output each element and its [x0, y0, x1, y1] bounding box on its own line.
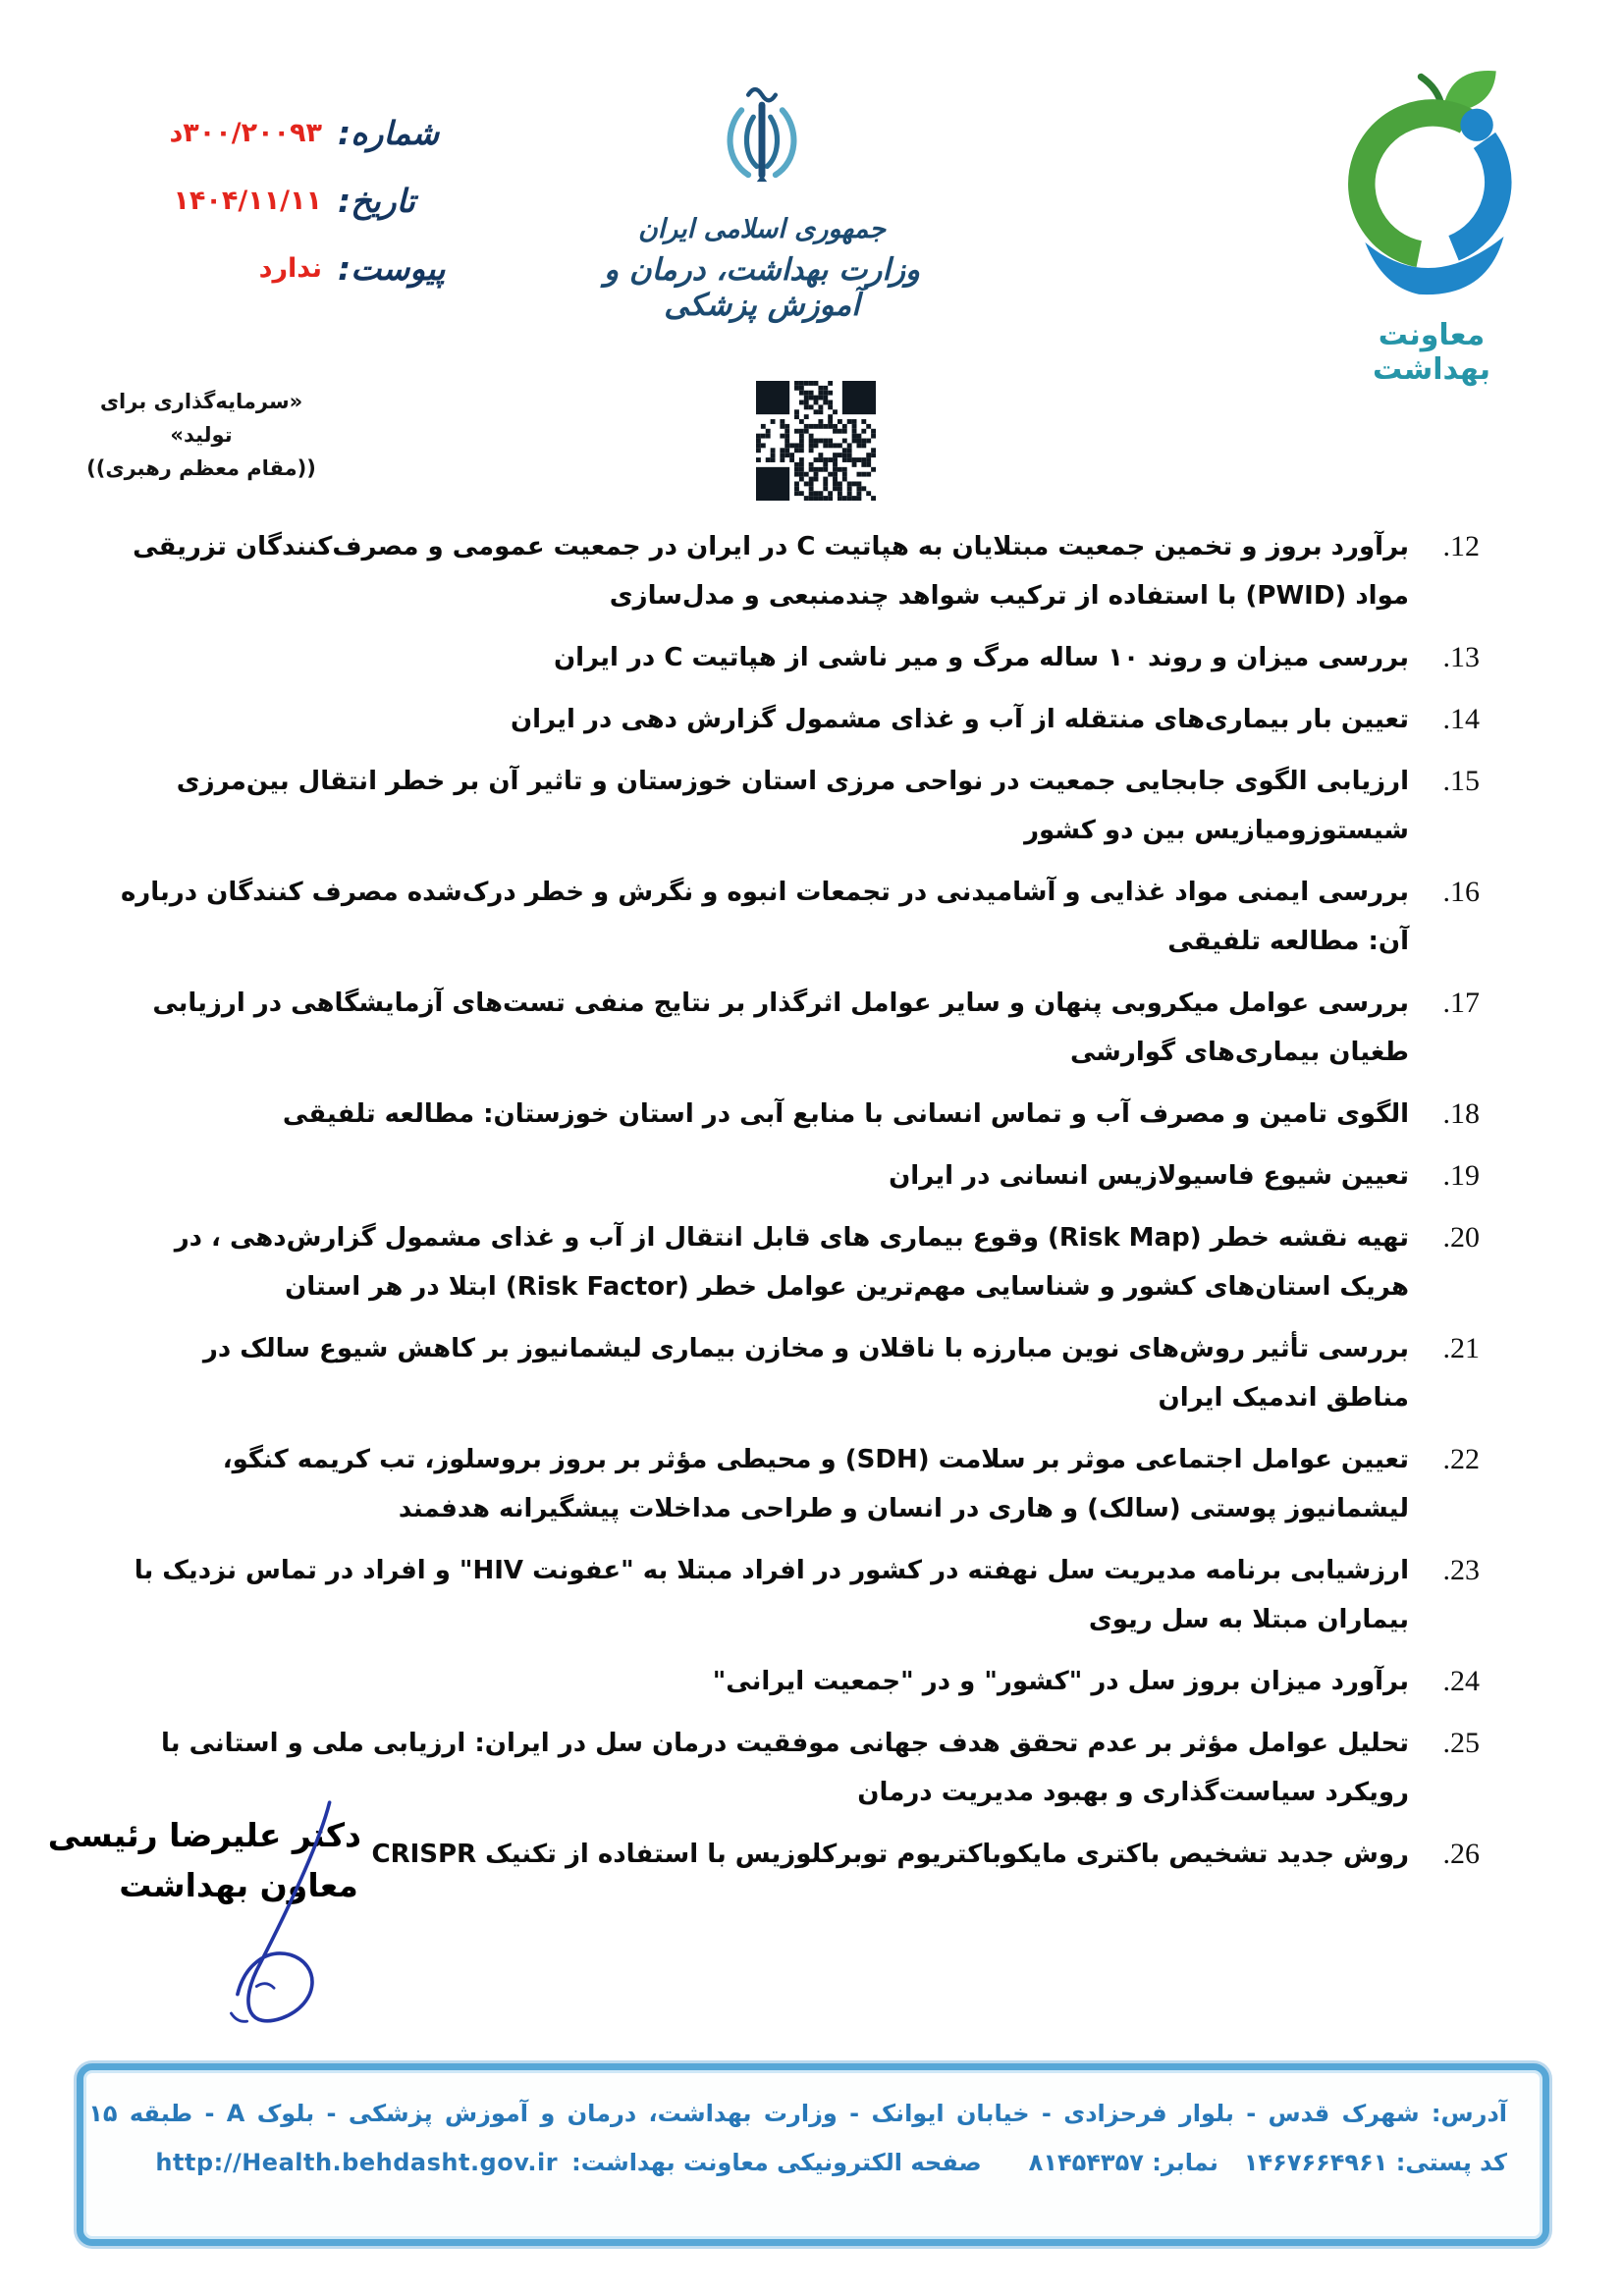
item-text: برآورد میزان بروز سل در "کشور" و در "جمعیت ایرانی"	[712, 1667, 1409, 1696]
item-text: برآورد بروز و تخمین جمعیت مبتلایان به هپاتیت C در ایران در جمعیت عمومی و مصرف‌کنندگان تزریقی مواد (PWID) با استفاده از ترکیب شواهد چندمنبعی و مدل‌سازی	[133, 532, 1409, 611]
list-item	[113, 1657, 1480, 1706]
number-value: ۳۰۰/۲۰۰۹۳د	[169, 118, 322, 148]
website-url: http://Health.behdasht.gov.ir	[155, 2149, 559, 2176]
item-text: تعیین شیوع فاسیولازیس انسانی در ایران	[889, 1161, 1409, 1191]
item-number: 26.	[1442, 1838, 1480, 1870]
item-number: 15.	[1442, 765, 1480, 797]
item-number: 25.	[1442, 1727, 1480, 1759]
list-item	[113, 633, 1480, 682]
date-label: تاریخ:	[338, 182, 415, 220]
slogan-line-2: ((مقام معظم رهبری))	[86, 456, 316, 480]
attachment-row	[82, 249, 475, 288]
list-item	[113, 1719, 1480, 1817]
item-number: 24.	[1442, 1665, 1480, 1697]
logo-caption: معاونت بهداشت	[1373, 318, 1490, 387]
number-label: شماره:	[338, 114, 440, 152]
list-item	[113, 757, 1480, 855]
item-text: بررسی میزان و روند ۱۰ ساله مرگ و میر ناشی از هپاتیت C در ایران	[553, 643, 1409, 672]
ministry-title: وزارت بهداشت، درمان و آموزش پزشکی	[604, 252, 920, 323]
item-number: 21.	[1442, 1332, 1480, 1364]
item-number: 22.	[1442, 1443, 1480, 1475]
item-text: روش جدید تشخیص باکتری مایکوباکتریوم توبرکلوزیس با استفاده از تکنیک CRISPR	[371, 1840, 1409, 1869]
list-item	[113, 1546, 1480, 1644]
list-item	[113, 1435, 1480, 1533]
list-item	[113, 522, 1480, 620]
item-text: بررسی ایمنی مواد غذایی و آشامیدنی در تجمعات انبوه و نگرش و خطر درک‌شده مصرف کنندگان درباره آن: مطالعه تلفیقی	[120, 878, 1409, 956]
list-item	[113, 1151, 1480, 1201]
item-number: 20.	[1442, 1221, 1480, 1254]
qr-code	[756, 381, 876, 501]
item-text: ارزیابی الگوی جابجایی جمعیت در نواحی مرزی استان خوزستان و تاثیر آن بر خطر انتقال بین‌مرزی شیستوزومیازیس بین دو کشور	[176, 767, 1409, 845]
apple-logo-icon	[1330, 65, 1533, 312]
fax-number: نمابر: ۸۱۴۵۴۳۵۷	[1028, 2149, 1218, 2176]
date-value: ۱۴۰۴/۱۱/۱۱	[173, 186, 322, 216]
iran-national-emblem-icon	[556, 69, 968, 206]
republic-title: جمهوری اسلامی ایران	[637, 214, 887, 244]
letterhead-meta	[82, 114, 475, 317]
health-deputy-logo	[1324, 65, 1540, 387]
postal-code: کد پستی: ۱۴۶۷۶۶۴۹۶۱	[1243, 2149, 1507, 2176]
item-text: بررسی تأثیر روش‌های نوین مبارزه با ناقلان و مخازن بیماری لیشمانیوز بر کاهش شیوع سالک در مناطق اندمیک ایران	[202, 1334, 1409, 1413]
list-item	[113, 695, 1480, 744]
research-topic-list	[47, 522, 1480, 1892]
list-item	[113, 1090, 1480, 1139]
list-item	[113, 1213, 1480, 1311]
item-number: 19.	[1442, 1159, 1480, 1192]
item-text: الگوی تامین و مصرف آب و تماس انسانی با منابع آبی در استان خوزستان: مطالعه تلفیقی	[282, 1099, 1409, 1129]
website-label: صفحه الکترونیکی معاونت بهداشت:	[571, 2149, 982, 2176]
slogan-line-1: «سرمایه‌گذاری برای تولید»	[99, 390, 303, 447]
item-number: 17.	[1442, 987, 1480, 1019]
attachment-value: ندارد	[258, 253, 322, 284]
list-item	[113, 979, 1480, 1077]
item-number: 13.	[1442, 641, 1480, 673]
item-number: 12.	[1442, 530, 1480, 562]
number-row	[82, 114, 475, 152]
item-text: تعیین عوامل اجتماعی موثر بر سلامت (SDH) و محیطی مؤثر بر بروز بروسلوز، تب کریمه کنگو، لیشمانیوز پوستی (سالک) و هاری در انسان و طراحی مداخلات پیشگیرانه هدفمند	[222, 1445, 1409, 1523]
signatory-name: دکتر علیرضا رئیسی	[47, 1816, 361, 1854]
footer-contact-line	[113, 2149, 1507, 2176]
slogan	[79, 385, 324, 485]
item-number: 23.	[1442, 1554, 1480, 1586]
government-header	[556, 69, 968, 323]
date-row	[82, 182, 475, 220]
list-item	[113, 1324, 1480, 1422]
item-text: ارزشیابی برنامه مدیریت سل نهفته در کشور در افراد مبتلا به "عفونت HIV" و افراد در تماس نزدیک با بیماران مبتلا به سل ریوی	[134, 1556, 1409, 1634]
footer-address-box	[77, 2063, 1549, 2246]
list-item	[113, 868, 1480, 966]
signatory-title: معاون بهداشت	[119, 1866, 358, 1904]
item-number: 14.	[1442, 703, 1480, 735]
item-text: تحلیل عوامل مؤثر بر عدم تحقق هدف جهانی موفقیت درمان سل در ایران: ارزیابی ملی و استانی با رویکرد سیاست‌گذاری و بهبود مدیریت درمان	[161, 1729, 1409, 1807]
signature-block	[47, 1816, 361, 1904]
item-text: تعیین بار بیماری‌های منتقله از آب و غذای مشمول گزارش دهی در ایران	[510, 705, 1409, 734]
address-line: آدرس: شهرک قدس - بلوار فرحزادی - خیابان ایوانک - وزارت بهداشت، درمان و آموزش پزشکی - بلوک A - طبقه ۱۵	[88, 2100, 1507, 2127]
attachment-label: پیوست:	[338, 249, 446, 288]
item-number: 18.	[1442, 1097, 1480, 1130]
item-number: 16.	[1442, 876, 1480, 908]
item-text: بررسی عوامل میکروبی پنهان و سایر عوامل اثرگذار بر نتایج منفی تست‌های آزمایشگاهی در ارزیابی طغیان بیماری‌های گوارشی	[152, 988, 1409, 1067]
item-text: تهیه نقشه خطر (Risk Map) وقوع بیماری های قابل انتقال از آب و غذای مشمول گزارش‌دهی ، در هریک استان‌های کشور و شناسایی مهم‌ترین عوامل خطر (Risk Factor) ابتلا در هر استان	[174, 1223, 1409, 1302]
